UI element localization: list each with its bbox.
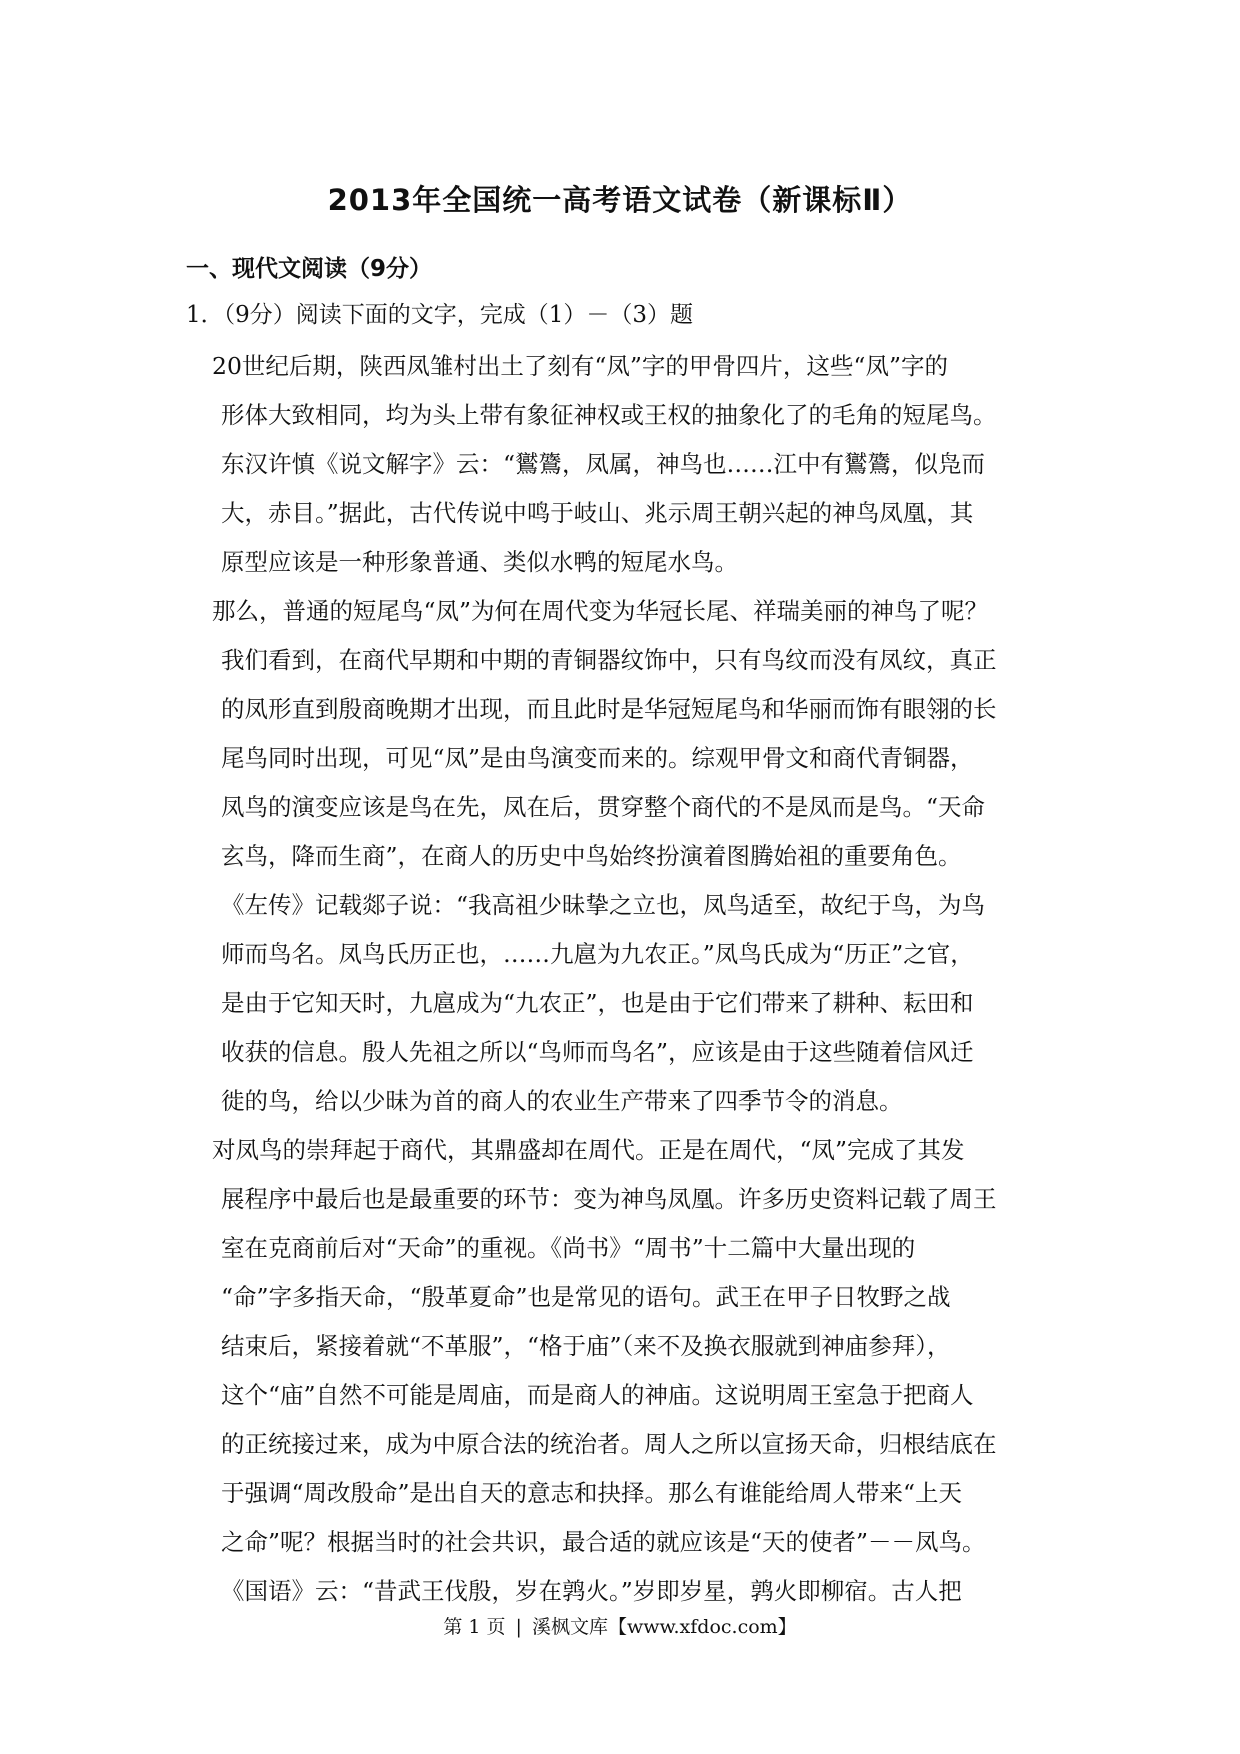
footer-source-link[interactable]: 溪枫文库【www.xfdoc.com】 (531, 1616, 797, 1638)
question-label: 1．（9分）阅读下面的文字，完成（1）－（3）题 (186, 302, 694, 328)
passage-line: 《国语》云：“昔武王伐殷，岁在鹑火。”岁即岁星，鹑火即柳宿。古人把 (221, 1577, 962, 1605)
passage-line: 的正统接过来，成为中原合法的统治者。周人之所以宣扬天命，归根结底在 (221, 1430, 997, 1458)
page-title: 2013年全国统一高考语文试卷（新课标Ⅱ） (327, 183, 913, 217)
passage-line: 凤鸟的演变应该是鸟在先，凤在后，贯穿整个商代的不是凤而是鸟。“天命 (221, 793, 986, 821)
passage-line: 之命”呢？根据当时的社会共识，最合适的就应该是“天的使者”－－凤鸟。 (221, 1528, 986, 1556)
passage-line: 于强调“周改殷命”是出自天的意志和抉择。那么有谁能给周人带来“上天 (221, 1479, 963, 1507)
passage-line: 原型应该是一种形象普通、类似水鸭的短尾水鸟。 (221, 548, 738, 576)
passage-line: 20世纪后期，陕西凤雏村出土了刻有“凤”字的甲骨四片，这些“凤”字的 (212, 352, 948, 380)
passage-line: 室在克商前后对“天命”的重视。《尚书》“周书”十二篇中大量出现的 (221, 1234, 916, 1262)
passage-line: 师而鸟名。凤鸟氏历正也，……九扈为九农正。”凤鸟氏成为“历正”之官， (221, 940, 974, 968)
page-footer (0, 1612, 1240, 1639)
passage-line: 东汉许慎《说文解字》云：“鸑鷟，凤属，神鸟也……江中有鸑鷟，似凫而 (221, 450, 986, 478)
passage-line: 展程序中最后也是最重要的环节：变为神鸟凤凰。许多历史资料记载了周王 (221, 1185, 997, 1213)
passage-line: 收获的信息。殷人先祖之所以“鸟师而鸟名”，应该是由于这些随着信风迁 (221, 1038, 974, 1066)
page-number: 第 1 页 (443, 1616, 506, 1638)
reading-passage (212, 342, 1072, 1616)
passage-line: 玄鸟，降而生商”，在商人的历史中鸟始终扮演着图腾始祖的重要角色。 (221, 842, 962, 870)
passage-line: 结束后，紧接着就“不革服”，“格于庙”（来不及换衣服就到神庙参拜）， (221, 1332, 951, 1360)
passage-line: 尾鸟同时出现，可见“凤”是由鸟演变而来的。综观甲骨文和商代青铜器， (221, 744, 974, 772)
passage-line: 形体大致相同，均为头上带有象征神权或王权的抽象化了的毛角的短尾鸟。 (221, 401, 997, 429)
passage-line: 对凤鸟的崇拜起于商代，其鼎盛却在周代。正是在周代，“凤”完成了其发 (212, 1136, 965, 1164)
footer-separator: | (515, 1616, 522, 1638)
passage-line: 《左传》记载郯子说：“我高祖少昧挚之立也，凤鸟适至，故纪于鸟，为鸟 (221, 891, 986, 919)
section-heading: 一、现代文阅读（9分） (186, 256, 433, 282)
passage-line: 的凤形直到殷商晚期才出现，而且此时是华冠短尾鸟和华丽而饰有眼翎的长 (221, 695, 997, 723)
passage-line: 徙的鸟，给以少昧为首的商人的农业生产带来了四季节令的消息。 (221, 1087, 903, 1115)
passage-line: 我们看到，在商代早期和中期的青铜器纹饰中，只有鸟纹而没有凤纹，真正 (221, 646, 997, 674)
passage-line: “命”字多指天命，“殷革夏命”也是常见的语句。武王在甲子日牧野之战 (221, 1283, 951, 1311)
passage-line: 这个“庙”自然不可能是周庙，而是商人的神庙。这说明周王室急于把商人 (221, 1381, 974, 1409)
passage-line: 是由于它知天时，九扈成为“九农正”，也是由于它们带来了耕种、耘田和 (221, 989, 974, 1017)
passage-line: 大，赤目。”据此，古代传说中鸣于岐山、兆示周王朝兴起的神鸟凤凰，其 (221, 499, 974, 527)
passage-line: 那么，普通的短尾鸟“凤”为何在周代变为华冠长尾、祥瑞美丽的神鸟了呢？ (212, 597, 989, 625)
